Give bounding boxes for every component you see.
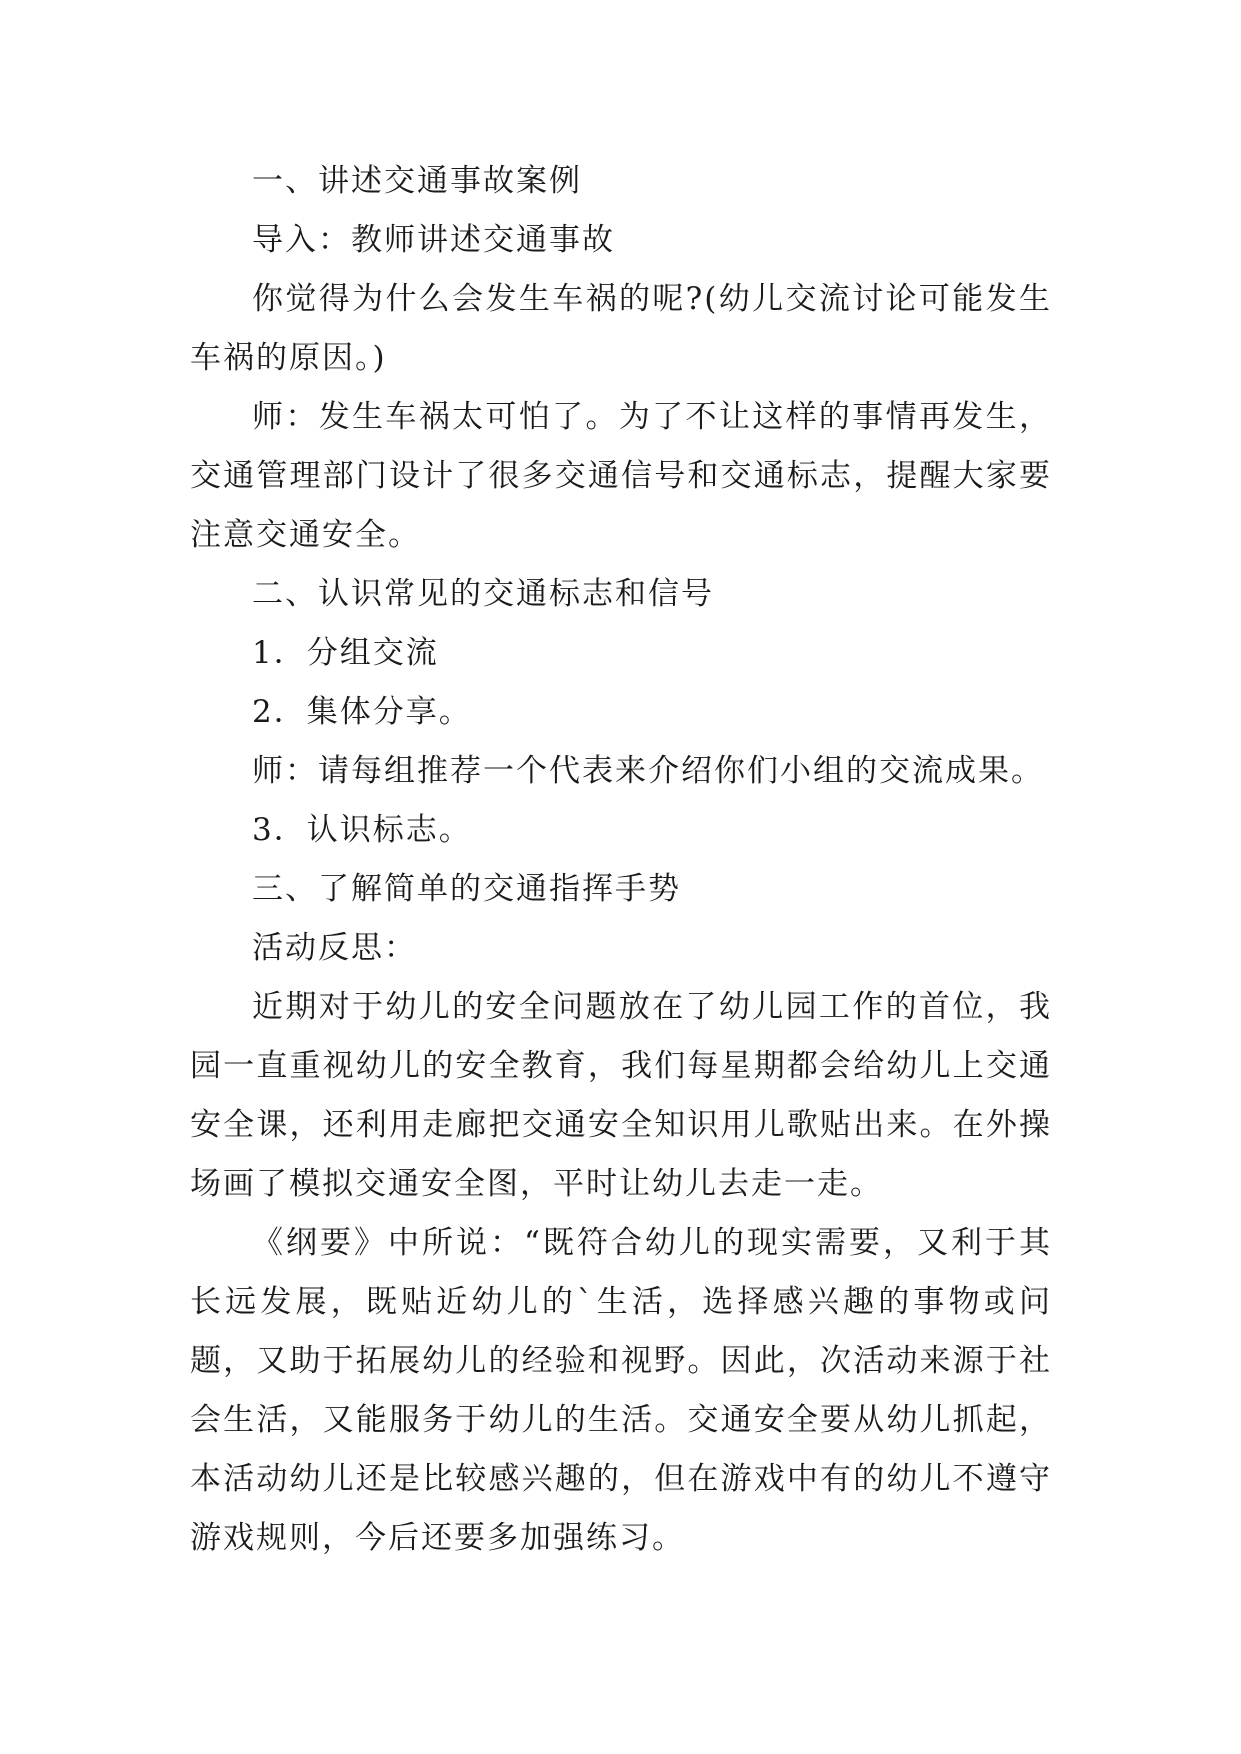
teacher-paragraph: 师：发生车祸太可怕了。为了不让这样的事情再发生，交通管理部门设计了很多交通信号和交通标志，提醒大家要注意交通安全。 xyxy=(190,399,1052,553)
list-item-1: 1．分组交流 xyxy=(252,635,439,671)
question-paragraph: 你觉得为什么会发生车祸的呢?(幼儿交流讨论可能发生车祸的原因。) xyxy=(190,281,1052,376)
intro-paragraph: 导入：教师讲述交通事故 xyxy=(252,222,615,258)
list-item-2: 2．集体分享。 xyxy=(252,694,472,730)
list-item-3: 3．认识标志。 xyxy=(252,812,472,848)
section-heading-3: 三、了解简单的交通指挥手势 xyxy=(252,871,681,907)
section-heading-2: 二、认识常见的交通标志和信号 xyxy=(252,576,714,612)
reflection-heading: 活动反思： xyxy=(252,930,417,966)
reflection-paragraph-2: 《纲要》中所说：“既符合幼儿的现实需要，又利于其长远发展，既贴近幼儿的`生活，选择感兴趣的事物或问题，又助于拓展幼儿的经验和视野。因此，次活动来源于社会生活，又能服务于幼儿的生活。交通安全要从幼儿抓起，本活动幼儿还是比较感兴趣的，但在游戏中有的幼儿不遵守游戏规则，今后还要多加强练习。 xyxy=(190,1225,1052,1556)
section-heading-1: 一、讲述交通事故案例 xyxy=(252,163,582,199)
document-body xyxy=(190,152,1052,1568)
teacher-paragraph-2: 师：请每组推荐一个代表来介绍你们小组的交流成果。 xyxy=(252,753,1044,789)
reflection-paragraph-1: 近期对于幼儿的安全问题放在了幼儿园工作的首位，我园一直重视幼儿的安全教育，我们每星期都会给幼儿上交通安全课，还利用走廊把交通安全知识用儿歌贴出来。在外操场画了模拟交通安全图，平时让幼儿去走一走。 xyxy=(190,989,1052,1202)
